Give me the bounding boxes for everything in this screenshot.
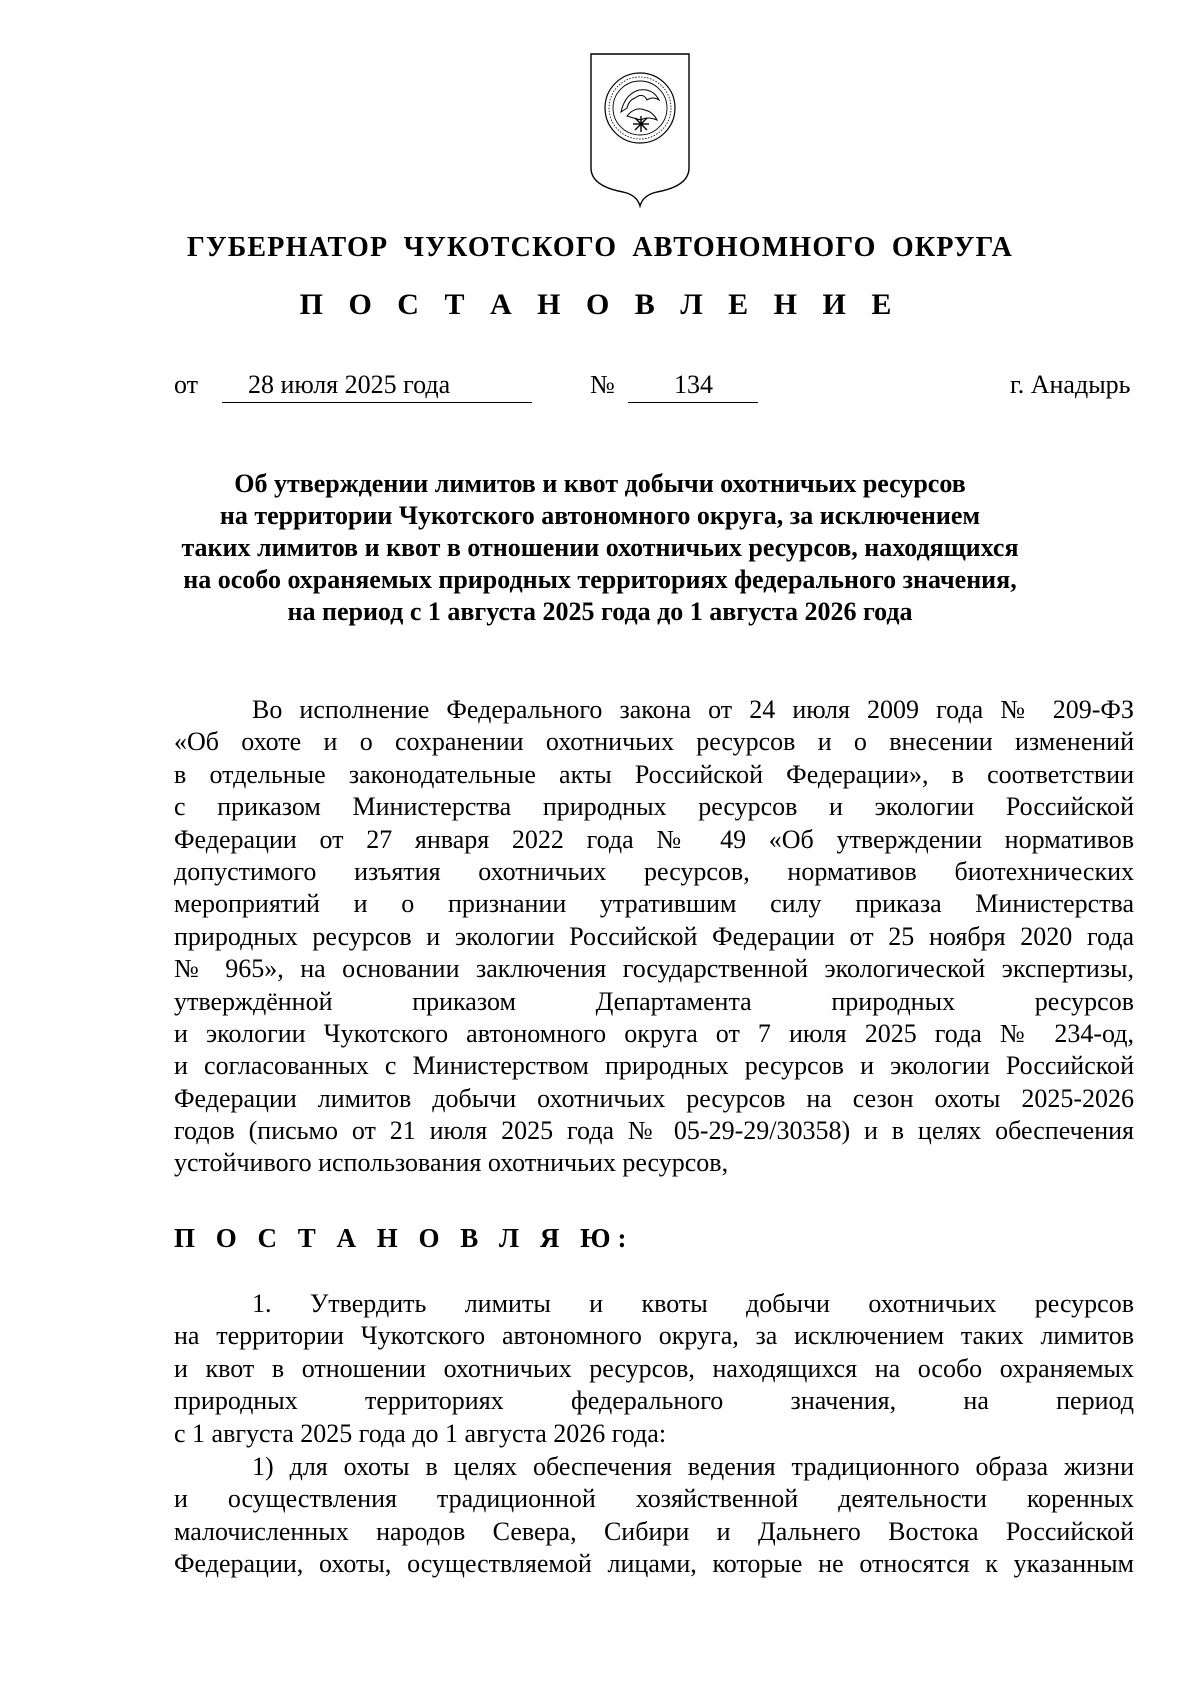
text-line: в отдельные законодательные акты Российской Федерации», в соответствии (174, 759, 1134, 789)
subject-line: на территории Чукотского автономного округа, за исключением (219, 501, 981, 530)
decree-keyword: П О С Т А Н О В Л Я Ю: (174, 1223, 634, 1253)
text-line: и квот в отношении охотничьих ресурсов, находящихся на особо охраняемых (174, 1353, 1134, 1383)
date-number-line (0, 370, 1200, 410)
text-line: 1. Утвердить лимиты и квоты добычи охотничьих ресурсов (252, 1289, 1134, 1318)
text-line: устойчивого использования охотничьих ресурсов, (174, 1148, 729, 1178)
text-line: природных ресурсов и экологии Российской Федерации от 25 ноября 2020 года (174, 921, 1134, 951)
document-place: г. Анадырь (1010, 370, 1131, 399)
subject-line: Об утверждении лимитов и квот добычи охотничьих ресурсов (234, 469, 966, 498)
issuing-authority: ГУБЕРНАТОР ЧУКОТСКОГО АВТОНОМНОГО ОКРУГА (186, 232, 1014, 263)
document-number: 134 (674, 370, 713, 399)
text-line: № 965», на основании заключения государственной экологической экспертизы, (174, 954, 1134, 984)
date-label: от (174, 370, 199, 399)
subject-line: на особо охраняемых природных территориях федерального значения, (183, 565, 1017, 594)
text-line: годов (письмо от 21 июля 2025 года № 05-29-29/30358) и в целях обеспечения (174, 1116, 1134, 1146)
subject-line: на период с 1 августа 2025 года до 1 августа 2026 года (287, 597, 913, 626)
text-line: малочисленных народов Севера, Сибири и Дальнего Востока Российской (174, 1516, 1134, 1546)
number-label: № (590, 370, 615, 399)
text-line: на территории Чукотского автономного округа, за исключением таких лимитов (174, 1321, 1134, 1351)
subitem-1-paragraph (174, 1451, 1134, 1581)
text-line: Во исполнение Федерального закона от 24 июля 2009 года № 209-ФЗ (252, 695, 1134, 724)
coat-of-arms-icon (587, 50, 693, 208)
preamble-paragraph (174, 694, 1134, 1180)
item-1-paragraph (174, 1288, 1134, 1450)
text-line: и экологии Чукотского автономного округа от 7 июля 2025 года № 234-од, (174, 1018, 1134, 1048)
text-line: с приказом Министерства природных ресурсов и экологии Российской (174, 792, 1134, 822)
document-type: П О С Т А Н О В Л Е Н И Е (299, 288, 901, 321)
document-date: 28 июля 2025 года (248, 370, 451, 399)
text-line: «Об охоте и о сохранении охотничьих ресурсов и о внесении изменений (174, 727, 1134, 757)
text-line: допустимого изъятия охотничьих ресурсов, нормативов биотехнических (174, 856, 1134, 886)
text-line: Федерации, охоты, осуществляемой лицами, которые не относятся к указанным (174, 1549, 1134, 1579)
text-line: мероприятий и о признании утратившим силу приказа Министерства (174, 889, 1134, 919)
text-line: Федерации лимитов добычи охотничьих ресурсов на сезон охоты 2025-2026 (174, 1083, 1134, 1113)
text-line: с 1 августа 2025 года до 1 августа 2026 года: (174, 1418, 667, 1448)
text-line: Федерации от 27 января 2022 года № 49 «Об утверждении нормативов (174, 824, 1134, 854)
subject-line: таких лимитов и квот в отношении охотничьих ресурсов, находящихся (181, 533, 1019, 562)
date-underline (222, 402, 532, 403)
text-line: 1) для охоты в целях обеспечения ведения традиционного образа жизни (252, 1452, 1134, 1481)
document-subject (120, 468, 1080, 628)
text-line: утверждённой приказом Департамента природных ресурсов (174, 986, 1134, 1016)
text-line: природных территориях федерального значения, на период (174, 1386, 1134, 1416)
text-line: и осуществления традиционной хозяйственной деятельности коренных (174, 1484, 1134, 1514)
text-line: и согласованных с Министерством природных ресурсов и экологии Российской (174, 1051, 1134, 1081)
number-underline (628, 402, 758, 403)
